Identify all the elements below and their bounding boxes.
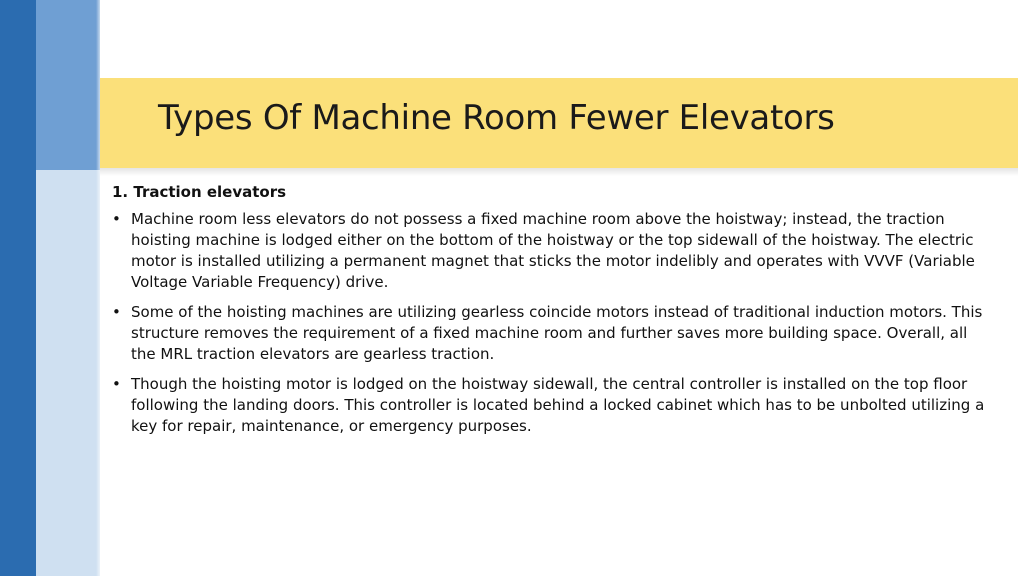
slide-content [112,182,992,446]
bullet-list [112,209,992,437]
bullet-text: Some of the hoisting machines are utilizing gearless coincide motors instead of traditional induction motors. This structure removes the requirement of a fixed machine room and further saves more building space. Overall, all the MRL traction elevators are gearless traction. [131,303,983,363]
bullet-dot-icon: • [112,303,121,321]
left-accent-bar-dark [0,0,36,576]
section-subheading: 1. Traction elevators [112,183,287,201]
left-accent-bar-light-top [36,0,100,170]
bullet-dot-icon: • [112,375,121,393]
slide-title: Types Of Machine Room Fewer Elevators [158,98,835,138]
list-item [112,374,992,437]
title-band-shadow [100,168,1018,176]
bullet-text: Though the hoisting motor is lodged on the hoistway sidewall, the central controller is installed on the top floor following the landing doors. This controller is located behind a locked cabinet which has to be unbolted utilizing a key for repair, maintenance, or emergency purposes. [131,375,985,435]
bullet-dot-icon: • [112,210,121,228]
list-item [112,302,992,365]
list-item [112,209,992,293]
bullet-text: Machine room less elevators do not possess a fixed machine room above the hoistway; instead, the traction hoisting machine is lodged either on the bottom of the hoistway or the top sidewall of the hoistway. The electric motor is installed utilizing a permanent magnet that sticks the motor indelibly and operates with VVVF (Variable Voltage Variable Frequency) drive. [131,210,975,291]
left-accent-bar-light-bottom [36,170,100,576]
